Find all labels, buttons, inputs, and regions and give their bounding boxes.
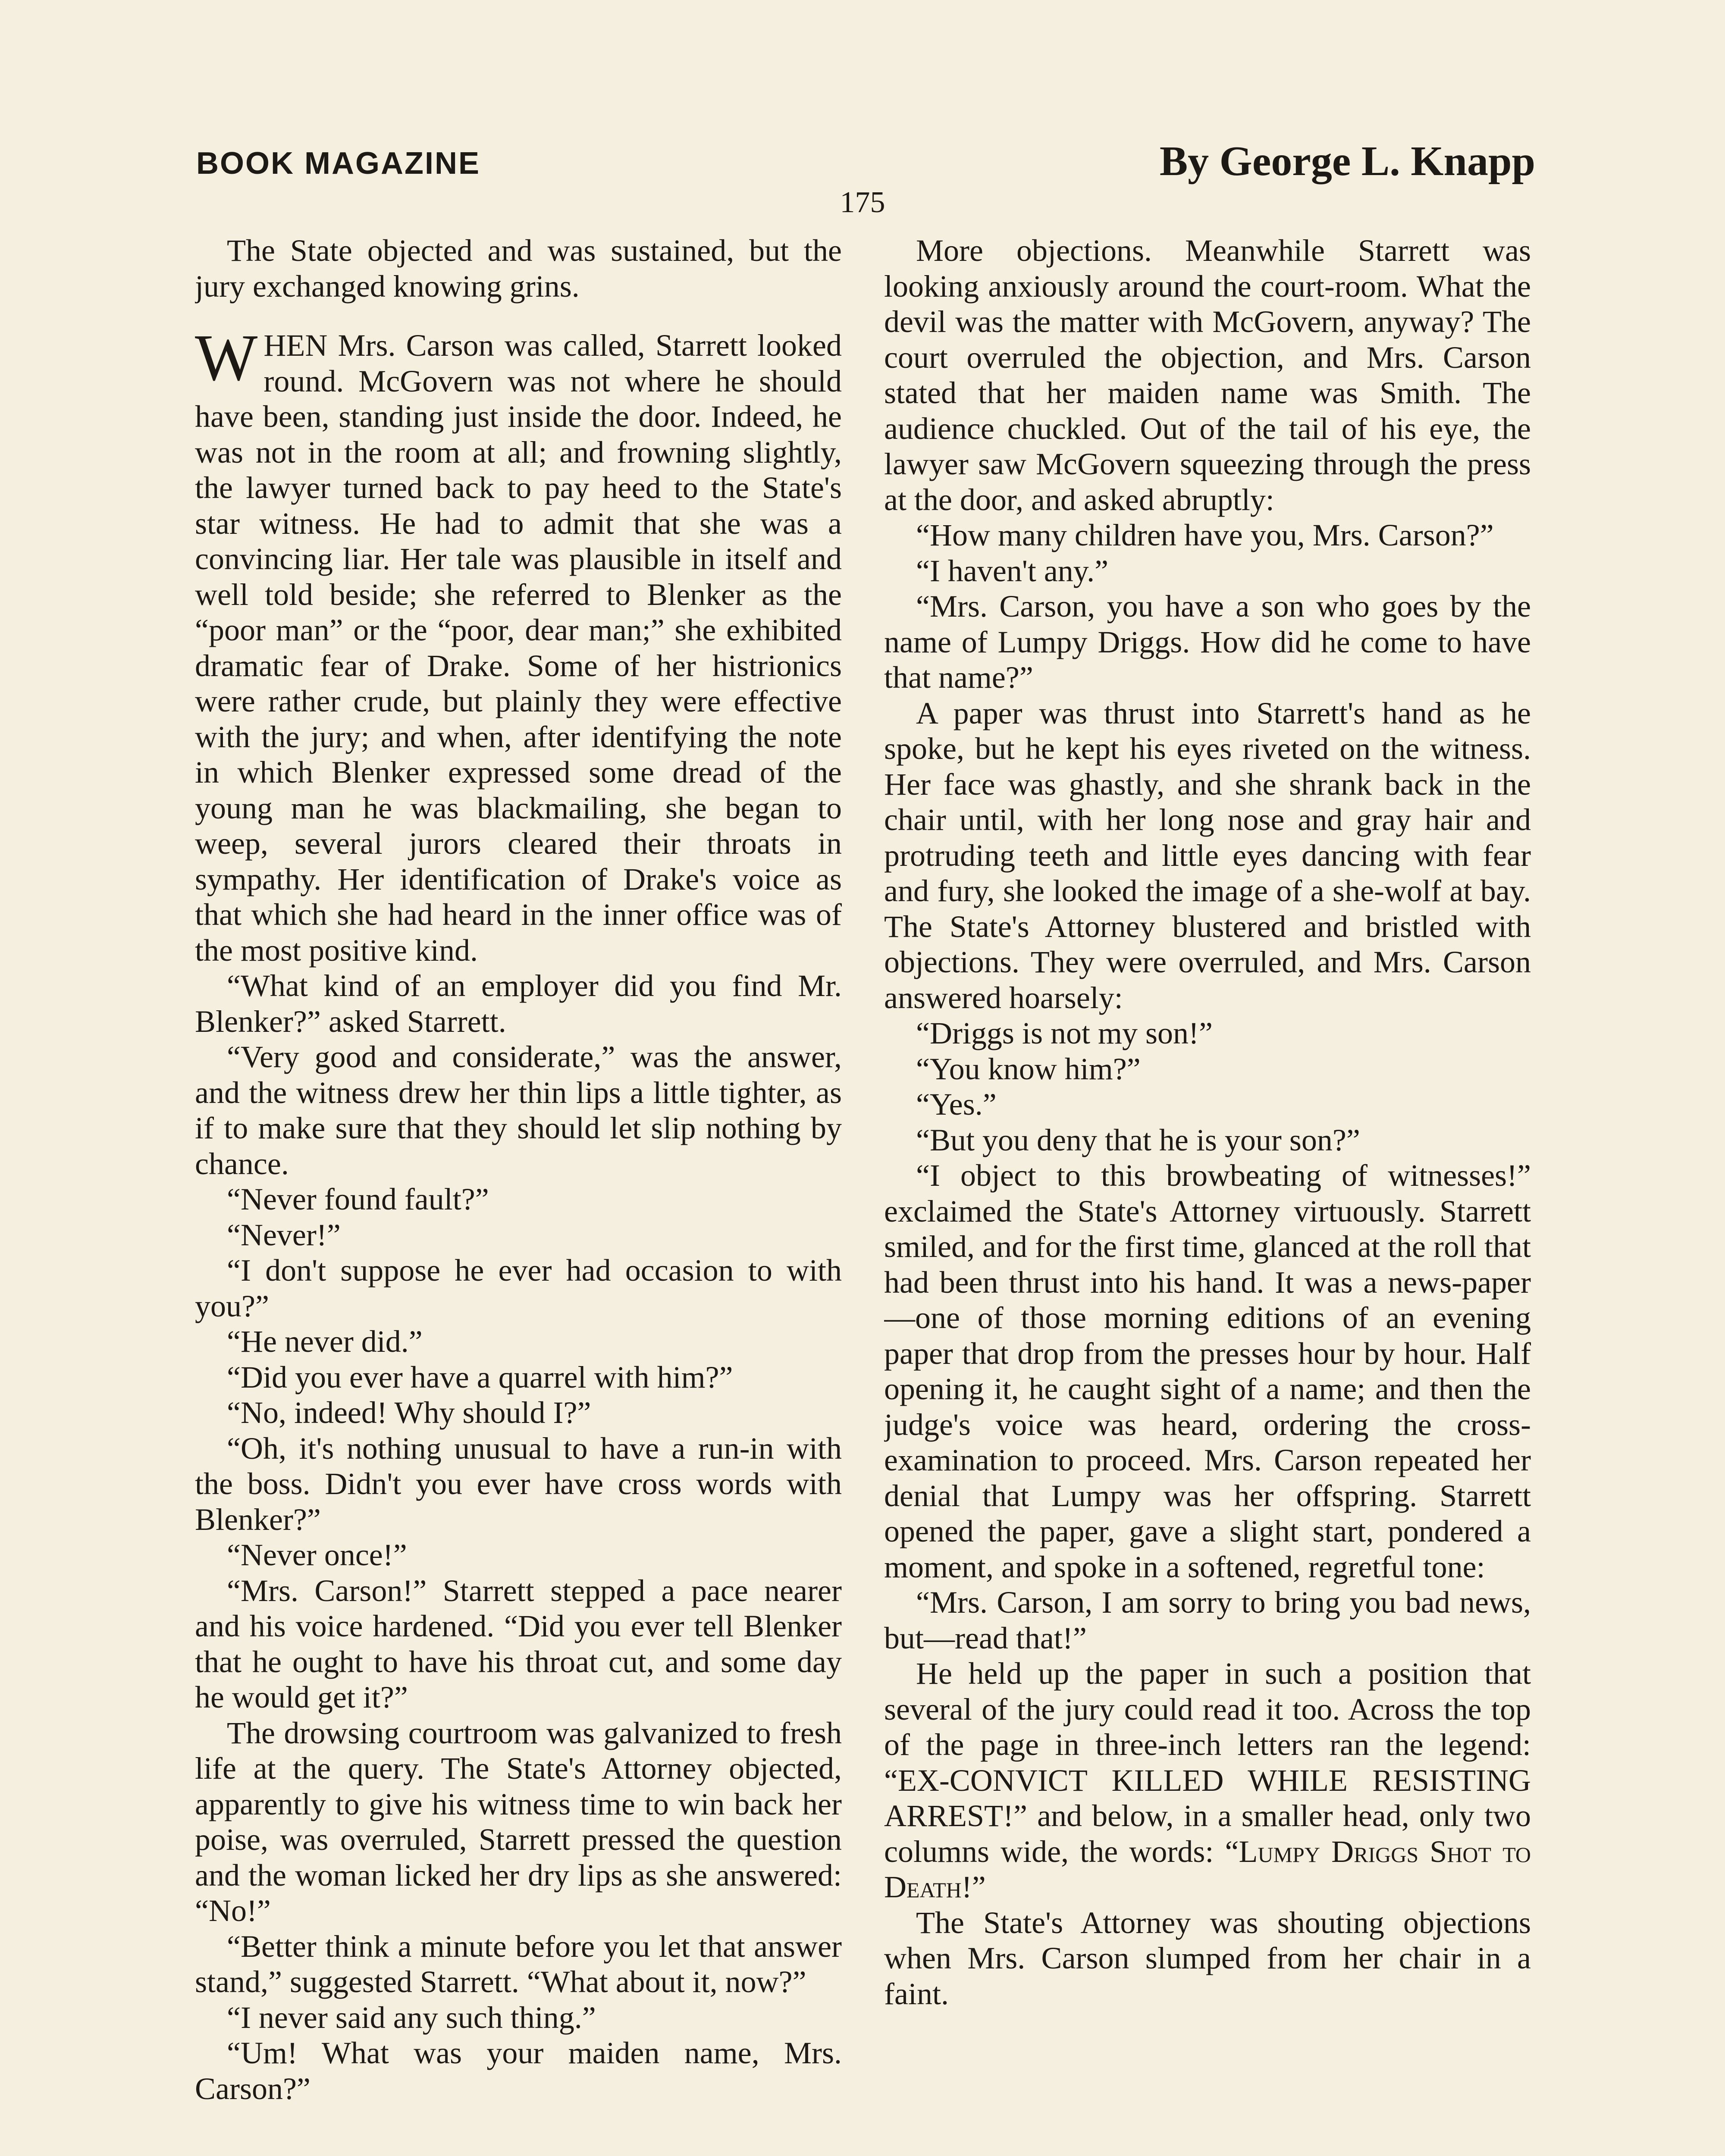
paragraph: “Never found fault?” <box>227 1182 489 1216</box>
left-paragraph-list <box>195 968 842 2106</box>
magazine-title: BOOK MAGAZINE <box>196 146 480 181</box>
author-byline: By George L. Knapp <box>1159 138 1535 185</box>
headline-close-quote: ” <box>972 1870 986 1904</box>
paragraph: “I never said any such thing.” <box>227 2000 596 2035</box>
drop-cap-paragraph-text: HEN Mrs. Carson was called, Starrett looked round. McGovern was not where he should have been, standing just inside the door. Indeed, he was not in the room at all; and frowning slightly, the lawyer turned back to pay heed to the State's star witness. He had to admit that she was a convincing liar. Her tale was plausible in itself and well told beside; she referred to Blenker as the “poor man” or the “poor, dear man;” she exhibited dramatic fear of Drake. Some of her histrionics were rather crude, but plainly they were effective with the jury; and when, after identifying the note in which Blenker expressed some dread of the young man he was blackmailing, she began to weep, several jurors cleared their throats in sympathy. Her identification of Drake's voice as that which she had heard in the inner office was of the most positive kind. <box>195 328 842 968</box>
paragraph: “Mrs. Carson, you have a son who goes by the name of Lumpy Driggs. How did he come to have that name?” <box>884 589 1531 695</box>
drop-cap-paragraph <box>195 321 842 968</box>
paragraph: The drowsing courtroom was galvanized to fresh life at the query. The State's Attorney objected, apparently to give his witness time to win back her poise, was overruled, Starrett pressed the question and the woman licked her dry lips as she answered: “No!” <box>195 1715 842 1928</box>
page-number: 175 <box>840 186 885 219</box>
paragraph: “Did you ever have a quarrel with him?” <box>227 1360 733 1395</box>
small-caps-headline: Lumpy Driggs Shot to Death! <box>884 1834 1531 1904</box>
paragraph: “How many children have you, Mrs. Carson?” <box>916 518 1494 552</box>
paragraph: The State objected and was sustained, but the jury exchanged knowing grins. <box>195 233 842 304</box>
paragraph: “I haven't any.” <box>916 553 1109 588</box>
paragraph: “Driggs is not my son!” <box>916 1016 1213 1050</box>
paragraph: “But you deny that he is your son?” <box>916 1122 1360 1157</box>
paragraph: A paper was thrust into Starrett's hand as he spoke, but he kept his eyes riveted on the witness. Her face was ghastly, and she shrank back in the chair until, with her long nose and gray hair and protruding teeth and little eyes dancing with fear and fury, she looked the image of a she-wolf at bay. The State's Attorney blustered and bristled with objections. They were overruled, and Mrs. Carson answered hoarsely: <box>884 696 1531 1015</box>
paragraph: “I don't suppose he ever had occasion to with you?” <box>195 1253 842 1323</box>
paragraph: “You know him?” <box>916 1051 1141 1086</box>
paragraph: The State's Attorney was shouting objections when Mrs. Carson slumped from her chair in a faint. <box>884 1905 1531 2011</box>
paragraph: “He never did.” <box>227 1324 423 1359</box>
left-column <box>195 233 842 2156</box>
paragraph: “Very good and considerate,” was the answer, and the witness drew her thin lips a little tighter, as if to make sure that they should let slip nothing by chance. <box>195 1040 842 1181</box>
paragraph: “Mrs. Carson!” Starrett stepped a pace nearer and his voice hardened. “Did you ever tell Blenker that he ought to have his throat cut, and some day he would get it?” <box>195 1573 842 1714</box>
paragraph: “Never!” <box>227 1217 341 1252</box>
paragraph: “Oh, it's nothing unusual to have a run-in with the boss. Didn't you ever have cross words with Blenker?” <box>195 1431 842 1537</box>
paragraph: “I object to this browbeating of witnesses!” exclaimed the State's Attorney virtuously. Starrett smiled, and for the first time, glanced at the roll that had been thrust into his hand. It was a news-paper—one of those morning editions of an evening paper that drop from the presses hour by hour. Half opening it, he caught sight of a name; and then the judge's voice was heard, ordering the cross-examination to proceed. Mrs. Carson repeated her denial that Lumpy was her offspring. Starrett opened the paper, gave a slight start, pondered a moment, and spoke in a softened, regretful tone: <box>884 1158 1531 1584</box>
paragraph: “Yes.” <box>916 1087 997 1122</box>
paragraph: “Better think a minute before you let that answer stand,” suggested Starrett. “What about it, now?” <box>195 1929 842 1999</box>
paragraph: “No, indeed! Why should I?” <box>227 1395 591 1430</box>
right-column <box>884 233 1531 2156</box>
headline-paragraph <box>884 1656 1531 1905</box>
paragraph: “Mrs. Carson, I am sorry to bring you bad news, but—read that!” <box>884 1585 1531 1655</box>
drop-cap: W <box>195 321 258 395</box>
running-header <box>196 137 1535 193</box>
paragraph: “What kind of an employer did you find Mr. Blenker?” asked Starrett. <box>195 968 842 1039</box>
paragraph: “Um! What was your maiden name, Mrs. Carson?” <box>195 2036 842 2106</box>
paragraph: “Never once!” <box>227 1538 407 1572</box>
paragraph: More objections. Meanwhile Starrett was looking anxiously around the court-room. What the devil was the matter with McGovern, anyway? The court overruled the objection, and Mrs. Carson stated that her maiden name was Smith. The audience chuckled. Out of the tail of his eye, the lawyer saw McGovern squeezing through the press at the door, and asked abruptly: <box>884 233 1531 517</box>
right-paragraph-list <box>884 233 1531 1656</box>
headline-lead-text: He held up the paper in such a position that several of the jury could read it too. Across the top of the page in three-inch letters ran the legend: “EX-CONVICT KILLED WHILE RESISTING ARREST!” and below, in a smaller head, only two columns wide, the words: “ <box>884 1656 1531 1869</box>
